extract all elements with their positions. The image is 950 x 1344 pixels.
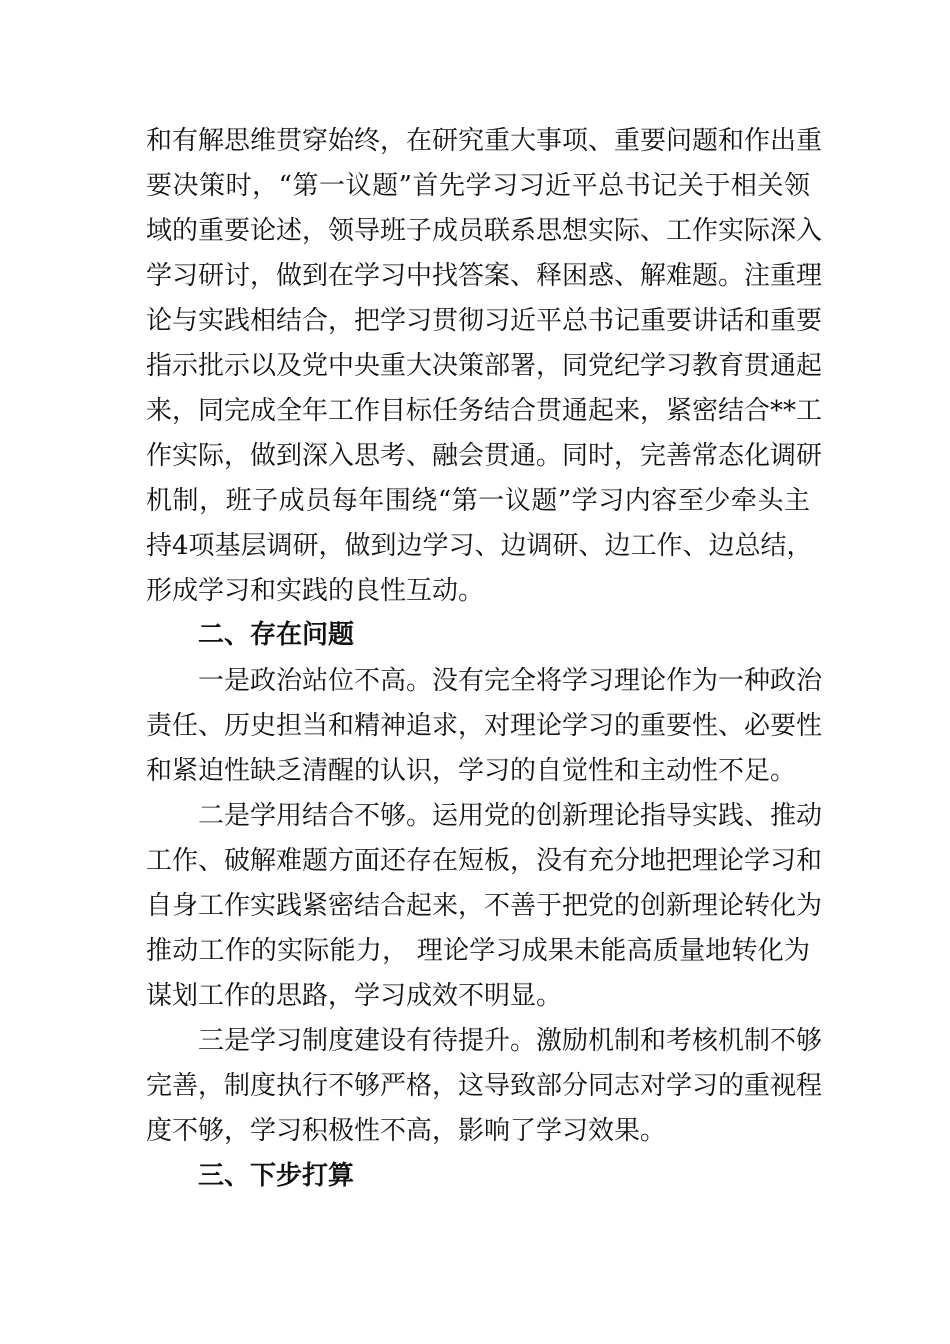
paragraph-line: 三是学习制度建设有待提升。激励机制和考核机制不够 (198, 1026, 823, 1056)
paragraph-line: 度不够，学习积极性不高，影响了学习效果。 (146, 1116, 667, 1146)
paragraph-line: 二是学用结合不够。运用党的创新理论指导实践、推动 (198, 801, 823, 831)
paragraph-line: 要决策时，“第一议题”首先学习习近平总书记关于相关领 (146, 171, 810, 201)
paragraph-line: 域的重要论述，领导班子成员联系思想实际、工作实际深入 (146, 216, 823, 246)
paragraph-line: 形成学习和实践的良性互动。 (146, 576, 485, 606)
paragraph-line: 谋划工作的思路，学习成效不明显。 (146, 981, 563, 1011)
paragraph-line: 完善，制度执行不够严格，这导致部分同志对学习的重视程 (146, 1071, 823, 1101)
paragraph-line: 和紧迫性缺乏清醒的认识，学习的自觉性和主动性不足。 (146, 756, 797, 786)
paragraph-line: 一是政治站位不高。没有完全将学习理论作为一种政治 (198, 666, 823, 696)
paragraph-line: 指示批示以及党中央重大决策部署，同党纪学习教育贯通起 (146, 351, 823, 381)
paragraph-line: 责任、历史担当和精神追求，对理论学习的重要性、必要性 (146, 711, 823, 741)
paragraph-line: 推动工作的实际能力， 理论学习成果未能高质量地转化为 (146, 936, 810, 966)
paragraph-line: 工作、破解难题方面还存在短板，没有充分地把理论学习和 (146, 846, 823, 876)
section-heading-next-steps: 三、下步打算 (198, 1161, 355, 1191)
paragraph-line: 持4项基层调研，做到边学习、边调研、边工作、边总结， (146, 531, 813, 561)
paragraph-line: 论与实践相结合，把学习贯彻习近平总书记重要讲话和重要 (146, 306, 823, 336)
section-heading-problems: 二、存在问题 (198, 620, 355, 650)
paragraph-line: 和有解思维贯穿始终，在研究重大事项、重要问题和作出重 (146, 126, 823, 156)
paragraph-line: 来，同完成全年工作目标任务结合贯通起来，紧密结合**工 (146, 396, 823, 426)
paragraph-line: 自身工作实践紧密结合起来，不善于把党的创新理论转化为 (146, 891, 823, 921)
paragraph-line: 机制，班子成员每年围绕“第一议题”学习内容至少牵头主 (146, 486, 810, 516)
paragraph-line: 学习研讨，做到在学习中找答案、释困惑、解难题。注重理 (146, 261, 823, 291)
paragraph-line: 作实际，做到深入思考、融会贯通。同时，完善常态化调研 (146, 441, 823, 471)
